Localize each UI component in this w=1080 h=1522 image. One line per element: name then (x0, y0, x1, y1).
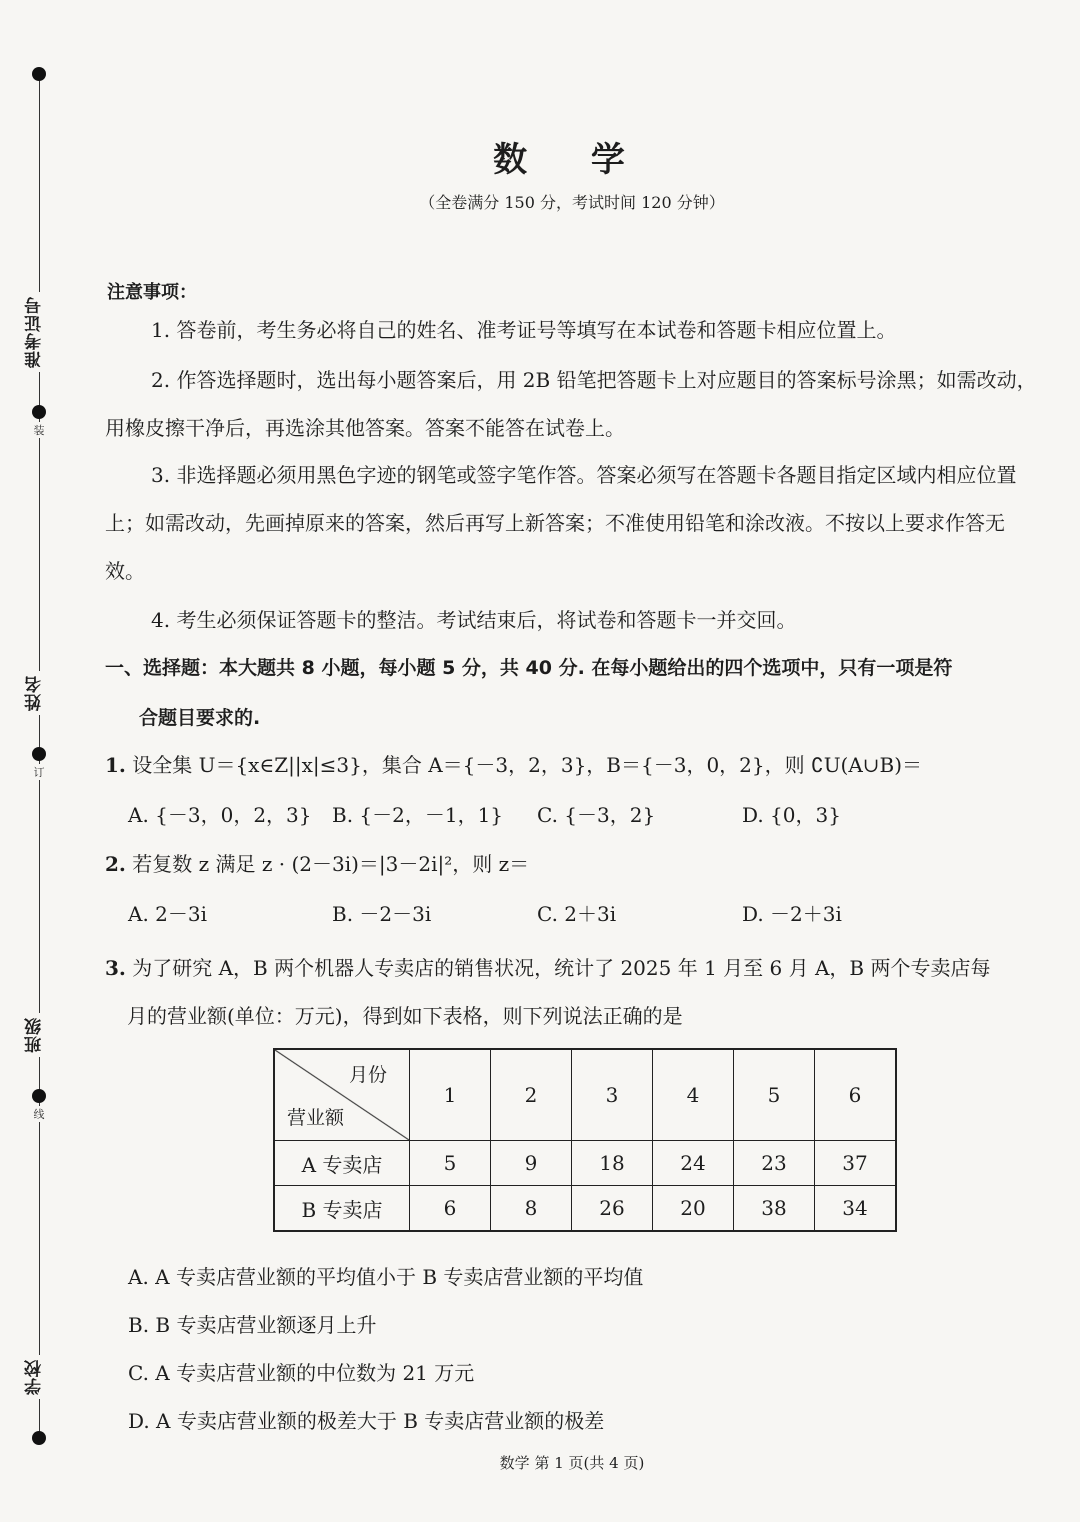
month-header: 4 (653, 1049, 734, 1141)
page-footer: 数学 第 1 页(共 4 页) (499, 1454, 645, 1472)
exam-number-label: 准考证号 (22, 292, 54, 372)
q3-option-a: A. A 专卖店营业额的平均值小于 B 专卖店营业额的平均值 (128, 1265, 644, 1289)
table-cell: 9 (491, 1141, 572, 1186)
q2-option-b: B. －2－3i (332, 902, 432, 926)
month-header: 5 (734, 1049, 815, 1141)
table-cell: 8 (491, 1186, 572, 1232)
corner-month-label: 月份 (348, 1064, 387, 1086)
q1-option-b: B. {－2，－1，1} (332, 803, 504, 827)
table-row (274, 1141, 896, 1186)
section-title: 一、选择题：本大题共 8 小题，每小题 5 分，共 40 分. 在每小题给出的四个选项中，只有一项是符 合题目要求的. (105, 657, 953, 729)
page-title: 数 学 (493, 140, 651, 180)
school-label: 学校 (22, 1355, 54, 1399)
binding-dot (32, 405, 46, 419)
q3-option-d: D. A 专卖店营业额的极差大于 B 专卖店营业额的极差 (128, 1409, 605, 1433)
notice-item: 3. 非选择题必须用黑色字迹的钢笔或签字笔作答。答案必须写在答题卡各题目指定区域内相应位置上；如需改动，先画掉原来的答案，然后再写上新答案；不准使用铅笔和涂改液。不按以上要求作答无效。 (105, 463, 1017, 583)
table-row (274, 1186, 896, 1232)
question-1: 1. 设全集 U＝{x∈Z||x|≤3}，集合 A＝{－3，2，3}，B＝{－3，0，2}，则 ∁U(A∪B)＝ (105, 753, 923, 777)
row-label: B 专卖店 (274, 1186, 410, 1232)
month-header: 6 (815, 1049, 897, 1141)
name-label: 姓名 (22, 671, 54, 715)
binding-dot (32, 747, 46, 761)
month-header: 3 (572, 1049, 653, 1141)
class-label: 班级 (22, 1013, 54, 1057)
month-header: 1 (410, 1049, 491, 1141)
question-3: 3. 为了研究 A，B 两个机器人专卖店的销售状况，统计了 2025 年 1 月至 6 月 A，B 两个专卖店每 月的营业额(单位：万元)，得到如下表格，则下列说法正确的是 (105, 956, 991, 1028)
table-cell: 37 (815, 1141, 897, 1186)
table-cell: 34 (815, 1186, 897, 1232)
q1-option-c: C. {－3，2} (537, 803, 656, 827)
binding-dot (32, 1089, 46, 1103)
binding-mark: 线 (30, 1106, 48, 1122)
binding-mark: 订 (30, 764, 48, 780)
q2-option-d: D. －2＋3i (742, 902, 842, 926)
q2-option-c: C. 2＋3i (537, 902, 617, 926)
table-cell: 20 (653, 1186, 734, 1232)
table-cell: 24 (653, 1141, 734, 1186)
table-cell: 18 (572, 1141, 653, 1186)
table-cell: 26 (572, 1186, 653, 1232)
table-cell: 38 (734, 1186, 815, 1232)
exam-info: （全卷满分 150 分，考试时间 120 分钟） (419, 193, 725, 212)
notice-item: 2. 作答选择题时，选出每小题答案后，用 2B 铅笔把答题卡上对应题目的答案标号涂黑；如需改动，用橡皮擦干净后，再选涂其他答案。答案不能答在试卷上。 (105, 368, 1037, 440)
table-cell: 6 (410, 1186, 491, 1232)
q2-option-a: A. 2－3i (128, 902, 208, 926)
row-label: A 专卖店 (274, 1141, 410, 1186)
q1-option-a: A. {－3，0，2，3} (128, 803, 312, 827)
table-corner-cell (274, 1049, 410, 1141)
question-2: 2. 若复数 z 满足 z · (2－3i)＝|3－2i|²，则 z＝ (105, 852, 530, 876)
month-header: 2 (491, 1049, 572, 1141)
sales-table (273, 1048, 897, 1232)
q3-option-c: C. A 专卖店营业额的中位数为 21 万元 (128, 1361, 475, 1385)
table-header-row (274, 1049, 896, 1141)
binding-dot (32, 67, 46, 81)
notice-item: 4. 考生必须保证答题卡的整洁。考试结束后，将试卷和答题卡一并交回。 (151, 608, 797, 632)
q3-option-b: B. B 专卖店营业额逐月上升 (128, 1313, 377, 1337)
table-cell: 23 (734, 1141, 815, 1186)
notice-item: 1. 答卷前，考生务必将自己的姓名、准考证号等填写在本试卷和答题卡相应位置上。 (151, 318, 897, 342)
q1-option-d: D. {0，3} (742, 803, 841, 827)
corner-revenue-label: 营业额 (287, 1107, 345, 1129)
binding-dot (32, 1431, 46, 1445)
notice-heading: 注意事项： (107, 282, 197, 303)
binding-mark: 装 (30, 422, 48, 438)
table-cell: 5 (410, 1141, 491, 1186)
